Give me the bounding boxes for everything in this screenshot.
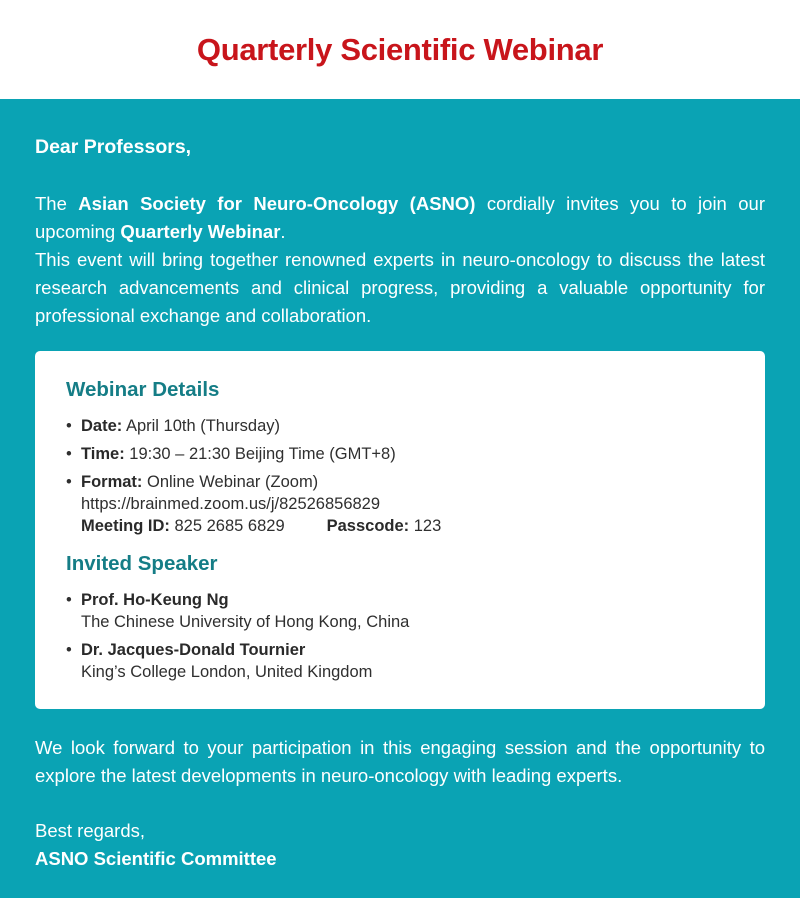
speaker-list <box>66 589 735 683</box>
signature: ASNO Scientific Committee <box>35 848 277 869</box>
passcode-label: Passcode: <box>326 517 410 535</box>
speaker-affiliation: The Chinese University of Hong Kong, China <box>81 613 410 631</box>
page-title: Quarterly Scientific Webinar <box>196 31 604 67</box>
format-label: Format: <box>81 473 143 491</box>
time-item <box>66 443 735 465</box>
date-item <box>66 415 735 437</box>
zoom-link[interactable]: https://brainmed.zoom.us/j/82526856829 <box>81 495 381 513</box>
intro-text-mid: cordially invites you to join our upcoming <box>35 193 765 242</box>
intro-paragraph <box>35 190 765 330</box>
closing-paragraph: We look forward to your participation in this engaging session and the opportunity to explore the latest developments in neuro-oncology with leading experts. <box>35 737 765 786</box>
bullet-icon: • <box>66 641 72 659</box>
speaker-name: Prof. Ho-Keung Ng <box>81 591 229 609</box>
bullet-icon: • <box>66 473 72 491</box>
format-value: Online Webinar (Zoom) <box>142 473 319 491</box>
meeting-id-value: 825 2685 6829 <box>169 517 285 535</box>
meeting-id-label: Meeting ID: <box>81 517 170 535</box>
invited-speaker-heading: Invited Speaker <box>66 552 218 575</box>
passcode-value: 123 <box>409 517 442 535</box>
greeting: Dear Professors, <box>35 136 192 158</box>
bullet-icon: • <box>66 417 72 435</box>
details-list <box>66 415 735 537</box>
bullet-icon: • <box>66 591 72 609</box>
bullet-icon: • <box>66 445 72 463</box>
organization-name: Asian Society for Neuro-Oncology (ASNO) <box>78 193 476 214</box>
main-content <box>0 99 800 873</box>
webinar-name: Quarterly Webinar <box>120 221 281 242</box>
details-card <box>35 351 765 709</box>
speaker-name: Dr. Jacques-Donald Tournier <box>81 641 306 659</box>
intro-text-pre: The <box>35 193 79 214</box>
intro-description: This event will bring together renowned experts in neuro-oncology to discuss the latest research advancements and clinical progress, providing a valuable opportunity for professional exchange and collaboration. <box>35 249 765 326</box>
format-item <box>66 471 735 537</box>
speaker-item <box>66 639 735 683</box>
date-value: April 10th (Thursday) <box>122 417 280 435</box>
speaker-item <box>66 589 735 633</box>
speaker-affiliation: King’s College London, United Kingdom <box>81 663 373 681</box>
time-value: 19:30 – 21:30 Beijing Time (GMT+8) <box>124 445 396 463</box>
intro-text-end: . <box>280 221 286 242</box>
signoff <box>35 817 765 873</box>
regards-text: Best regards, <box>35 820 146 841</box>
time-label: Time: <box>81 445 125 463</box>
webinar-details-heading: Webinar Details <box>66 378 220 401</box>
date-label: Date: <box>81 417 123 435</box>
header <box>0 0 800 99</box>
